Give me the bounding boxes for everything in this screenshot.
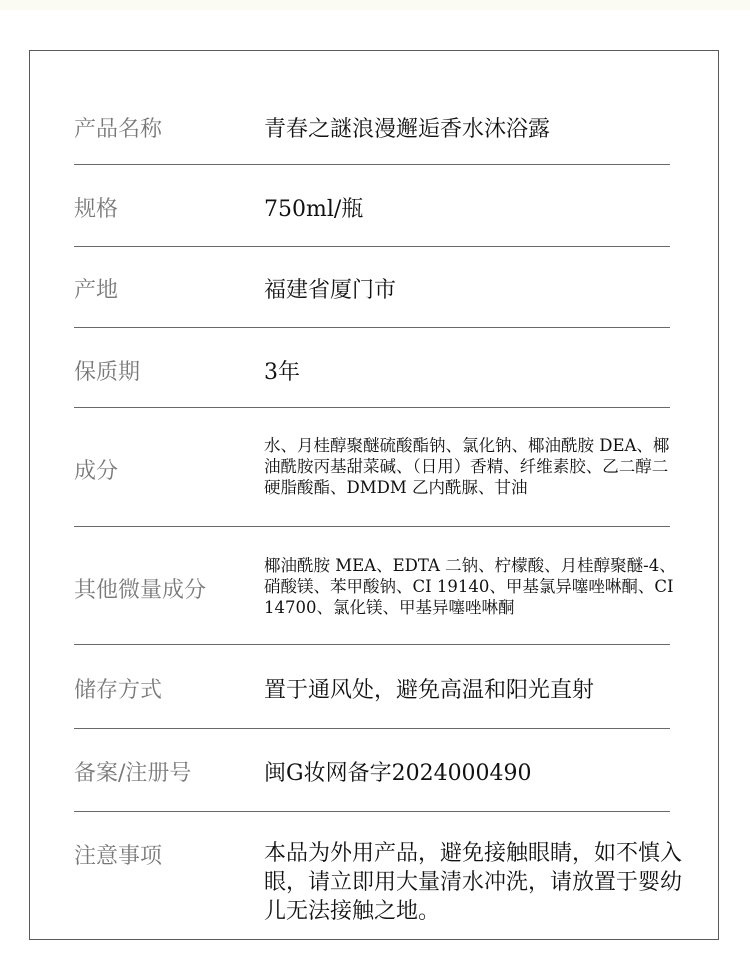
label-precautions: 注意事项 [74, 844, 163, 869]
label-trace-ingredients: 其他微量成分 [74, 578, 207, 603]
value-shelf-life: 3年 [264, 360, 300, 385]
label-registration: 备案/注册号 [74, 761, 192, 786]
label-origin: 产地 [74, 278, 119, 303]
divider [74, 246, 670, 247]
label-storage: 储存方式 [74, 678, 163, 703]
row-shelf-life [74, 355, 670, 385]
value-precautions: 本品为外用产品，避免接触眼睛，如不慎入眼，请立即用大量清水冲洗，请放置于婴幼儿无法接触之地。 [264, 841, 683, 924]
row-spec [74, 192, 670, 222]
row-precautions [74, 839, 683, 929]
value-origin: 福建省厦门市 [264, 278, 397, 303]
row-registration [74, 756, 670, 786]
value-trace-ingredients: 椰油酰胺 MEA、EDTA 二钠、柠檬酸、月桂醇聚醚-4、硝酸镁、苯甲酸钠、CI 19140、甲基氯异噻唑啉酮、CI 14700、氯化镁、甲基异噻唑啉酮 [264, 556, 676, 617]
value-product-name: 青春之謎浪漫邂逅香水沐浴露 [264, 117, 551, 142]
divider [74, 644, 670, 645]
top-band [0, 0, 750, 10]
divider [74, 728, 670, 729]
row-origin [74, 273, 670, 303]
label-product-name: 产品名称 [74, 117, 163, 142]
divider [74, 526, 670, 527]
value-storage: 置于通风处，避免高温和阳光直射 [264, 678, 595, 703]
divider [74, 811, 670, 812]
label-shelf-life: 保质期 [74, 360, 141, 385]
row-product-name [74, 112, 670, 142]
row-storage [74, 673, 670, 703]
row-ingredients [74, 435, 670, 505]
value-spec: 750ml/瓶 [264, 197, 364, 222]
label-spec: 规格 [74, 197, 119, 222]
value-registration: 闽G妆网备字2024000490 [264, 761, 532, 786]
divider [74, 327, 670, 328]
row-trace-ingredients [74, 555, 676, 625]
divider [74, 164, 670, 165]
value-ingredients: 水、月桂醇聚醚硫酸酯钠、氯化钠、椰油酰胺 DEA、椰油酰胺丙基甜菜碱、（日用）香精、纤维素胶、乙二醇二硬脂酸酯、DMDM 乙内酰脲、甘油 [264, 436, 670, 497]
divider [74, 407, 670, 408]
label-ingredients: 成分 [74, 459, 119, 484]
